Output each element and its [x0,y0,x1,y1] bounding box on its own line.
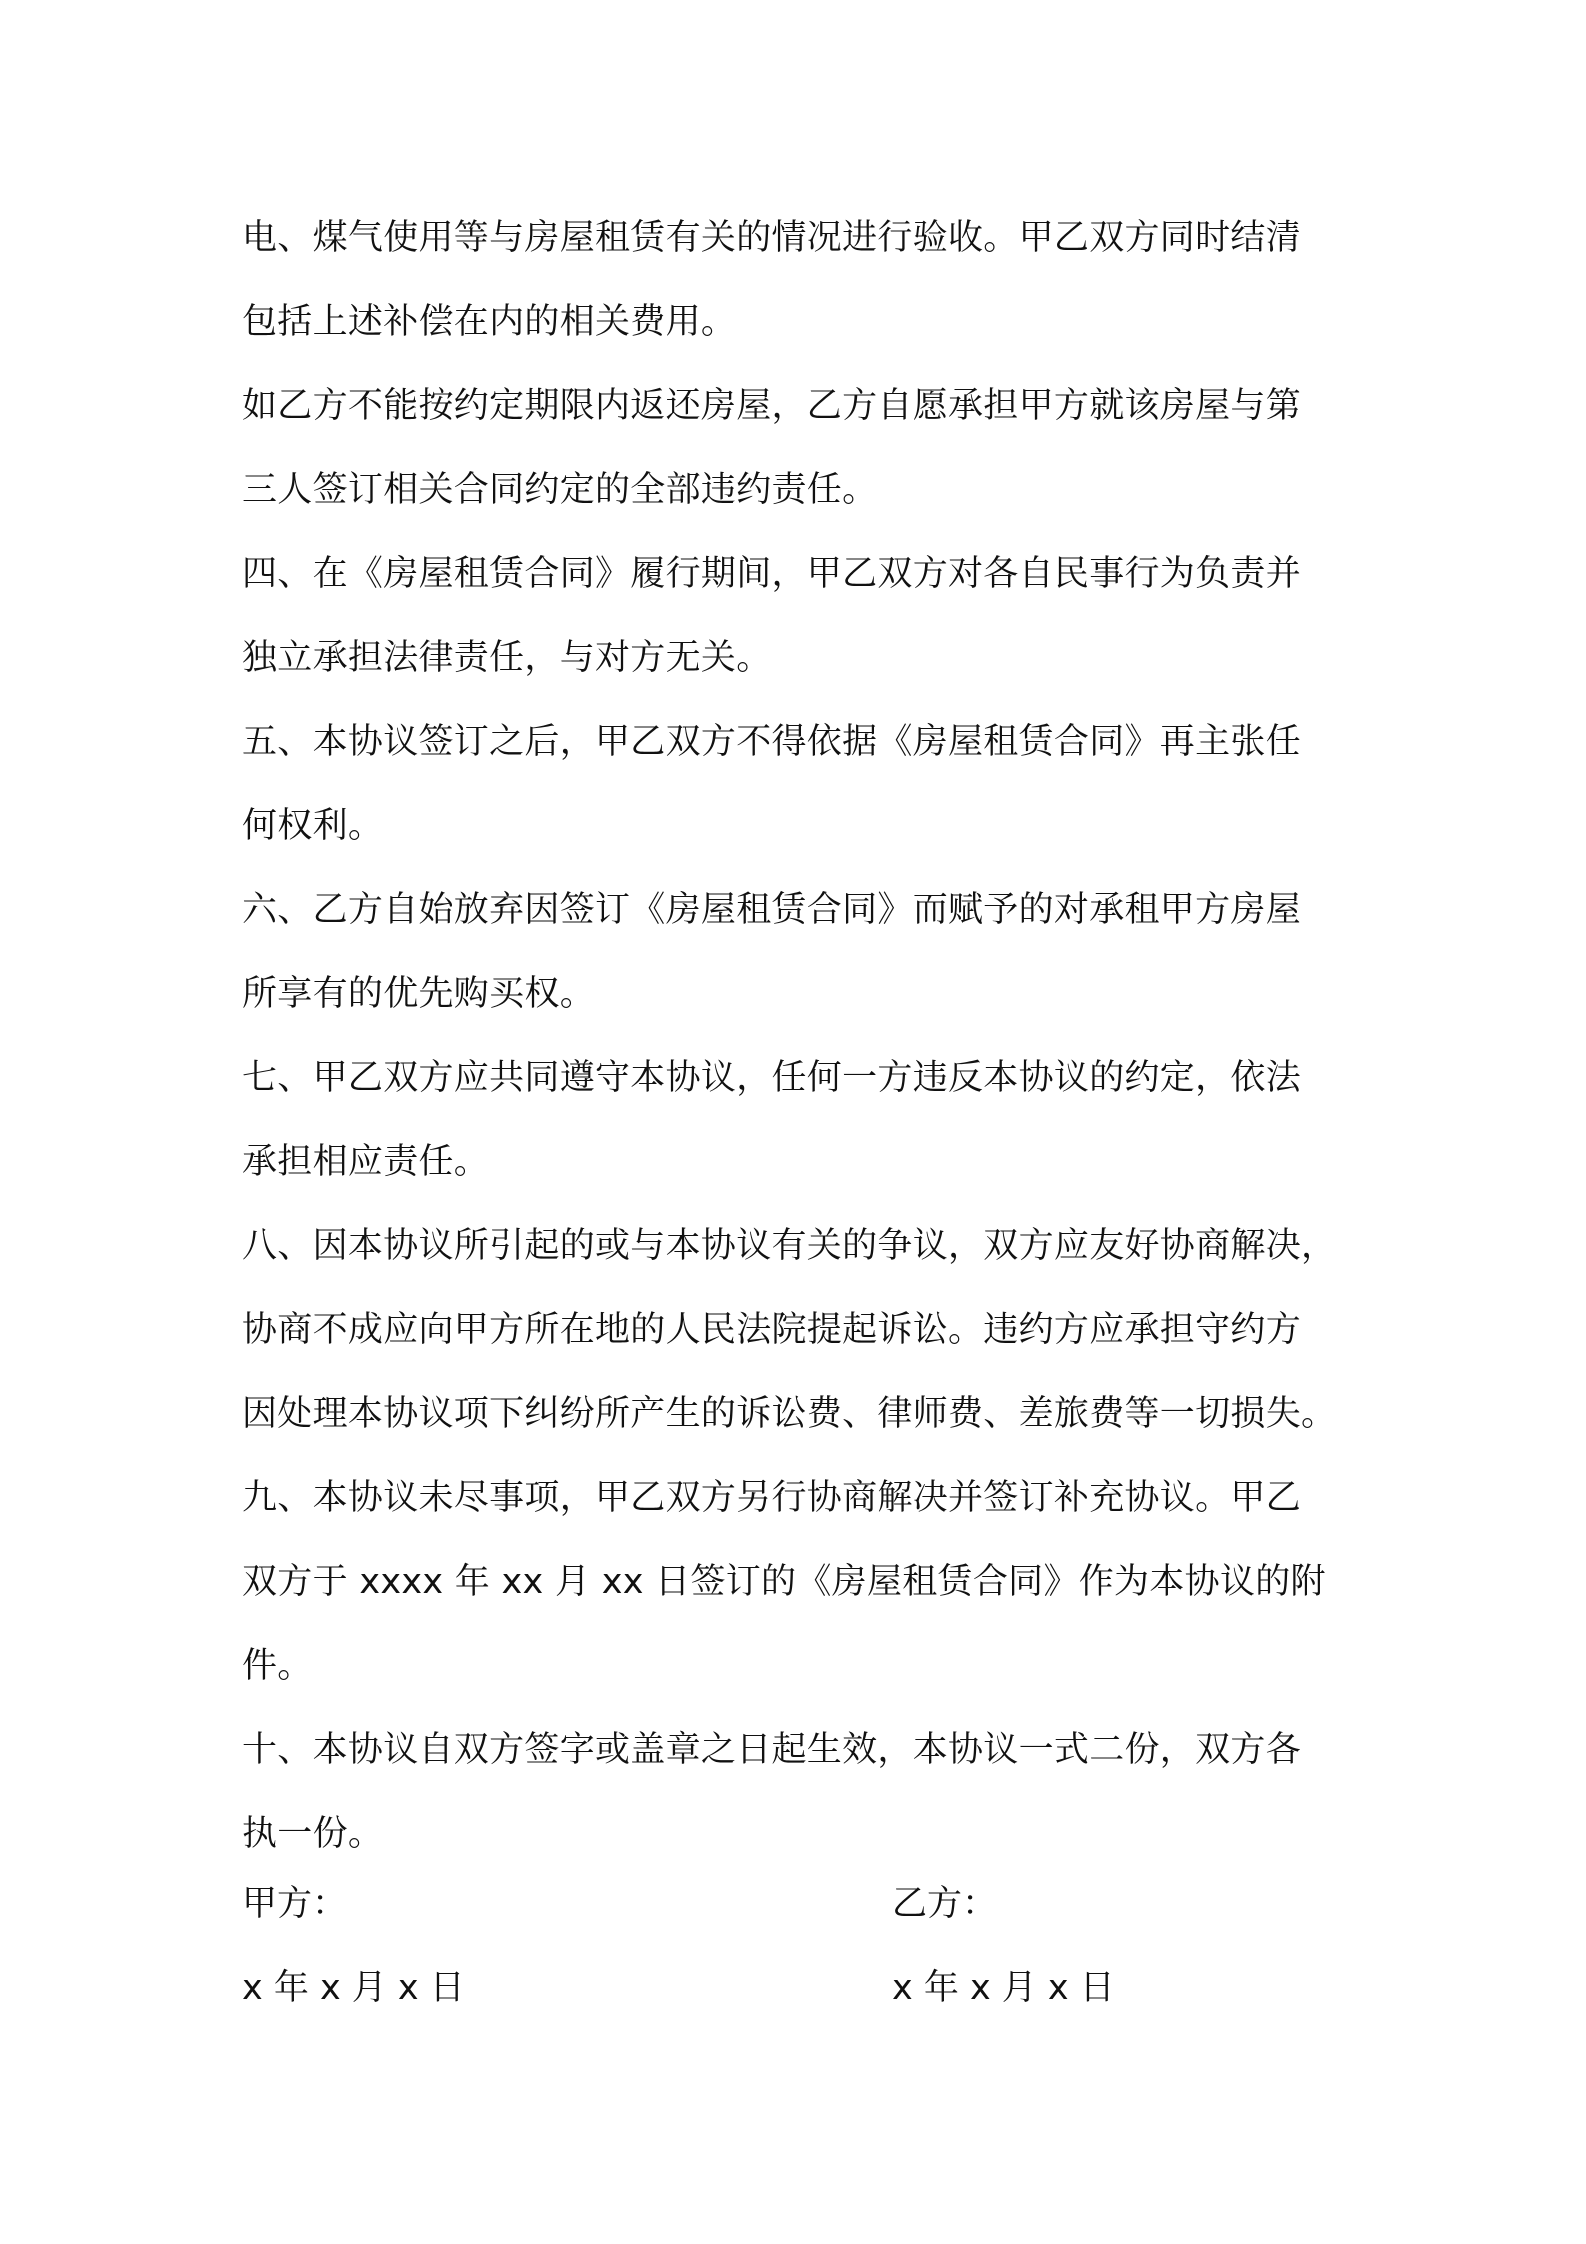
text-line: 九、本协议未尽事项，甲乙双方另行协商解决并签订补充协议。甲乙 [242,1478,1302,1518]
text-line: 件。 [242,1646,313,1686]
text-line: 七、甲乙双方应共同遵守本协议，任何一方违反本协议的约定，依法 [242,1058,1302,1098]
text-line: 四、在《房屋租赁合同》履行期间，甲乙双方对各自民事行为负责并 [242,554,1302,594]
text-line: 包括上述补偿在内的相关费用。 [242,302,737,342]
text-line: 协商不成应向甲方所在地的人民法院提起诉讼。违约方应承担守约方 [242,1310,1302,1350]
text-line: 三人签订相关合同约定的全部违约责任。 [242,470,878,510]
text-line: 十、本协议自双方签字或盖章之日起生效，本协议一式二份，双方各 [242,1730,1302,1770]
text-line: 何权利。 [242,806,384,846]
text-line: 双方于 xxxx 年 xx 月 xx 日签订的《房屋租赁合同》作为本协议的附 [242,1562,1326,1602]
text-line: 独立承担法律责任，与对方无关。 [242,638,772,678]
agreement-body [242,196,1352,1876]
party-a-signature [242,1862,742,2030]
text-line: 六、乙方自始放弃因签订《房屋租赁合同》而赋予的对承租甲方房屋 [242,890,1302,930]
text-line: 如乙方不能按约定期限内返还房屋，乙方自愿承担甲方就该房屋与第 [242,386,1302,426]
text-line: 八、因本协议所引起的或与本协议有关的争议，双方应友好协商解决， [242,1226,1337,1266]
party-b-date: x 年 x 月 x 日 [892,1968,1115,2008]
text-line: 电、煤气使用等与房屋租赁有关的情况进行验收。甲乙双方同时结清 [242,218,1302,258]
text-line: 执一份。 [242,1814,384,1854]
text-line: 因处理本协议项下纠纷所产生的诉讼费、律师费、差旅费等一切损失。 [242,1394,1337,1434]
signature-block [242,1862,1352,2042]
text-line: 五、本协议签订之后，甲乙双方不得依据《房屋租赁合同》再主张任 [242,722,1302,762]
party-b-signature [892,1862,1392,2030]
party-b-label: 乙方： [892,1884,998,1924]
text-line: 承担相应责任。 [242,1142,490,1182]
party-a-label: 甲方： [242,1884,348,1924]
party-a-date: x 年 x 月 x 日 [242,1968,465,2008]
text-line: 所享有的优先购买权。 [242,974,596,1014]
